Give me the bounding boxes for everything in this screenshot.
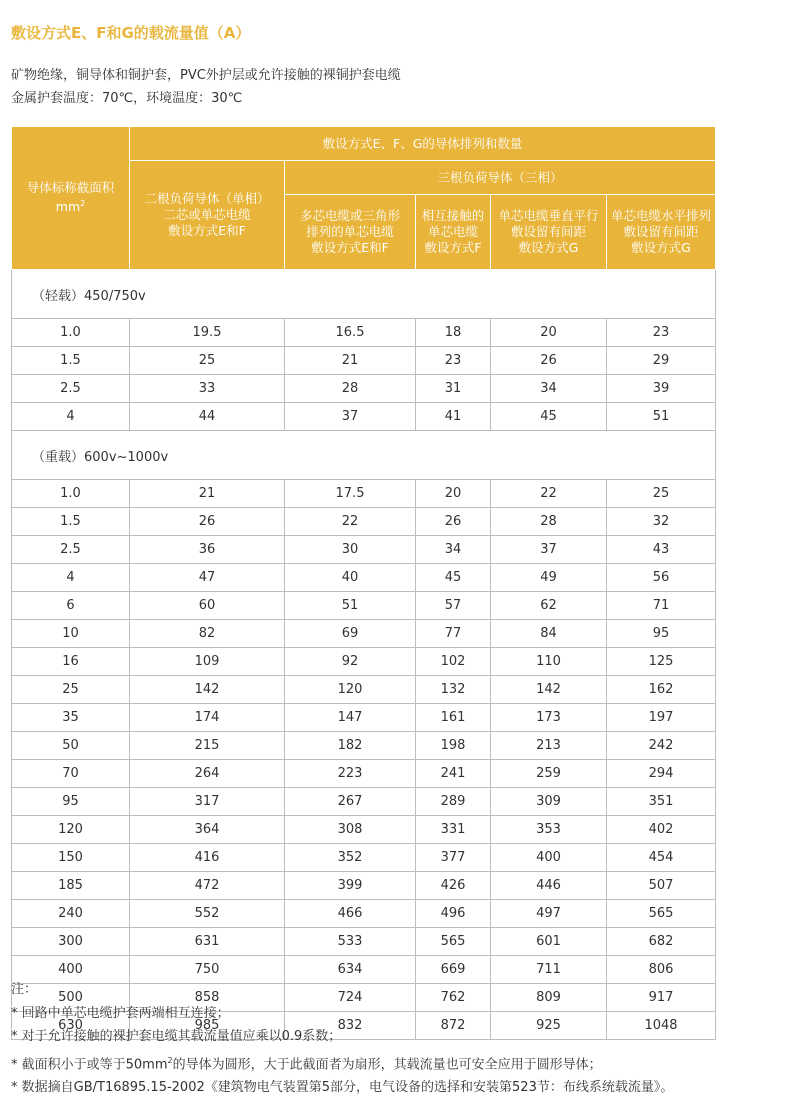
cell-value: 552 xyxy=(130,900,285,928)
cell-value: 259 xyxy=(491,760,607,788)
cell-value: 25 xyxy=(130,347,285,375)
cell-value: 44 xyxy=(130,403,285,431)
cell-size: 16 xyxy=(12,648,130,676)
cell-value: 364 xyxy=(130,816,285,844)
cell-value: 22 xyxy=(285,508,416,536)
cell-value: 197 xyxy=(607,704,716,732)
cell-value: 33 xyxy=(130,375,285,403)
note-3-post: 的导体为圆形，大于此截面者为扇形，其载流量也可安全应用于圆形导体； xyxy=(172,1056,602,1072)
cell-value: 289 xyxy=(416,788,491,816)
ampacity-table xyxy=(11,126,716,1040)
cell-value: 631 xyxy=(130,928,285,956)
cell-value: 533 xyxy=(285,928,416,956)
table-row xyxy=(12,319,716,347)
cell-value: 51 xyxy=(285,592,416,620)
header-col3-line-1: 多芯电缆或三角形 xyxy=(299,208,400,223)
cell-value: 182 xyxy=(285,732,416,760)
cell-value: 806 xyxy=(607,956,716,984)
cell-value: 174 xyxy=(130,704,285,732)
cell-size: 150 xyxy=(12,844,130,872)
header-col4-line-1: 相互接触的 xyxy=(421,208,485,223)
cell-value: 809 xyxy=(491,984,607,1012)
page-title: 敷设方式E、F和G的载流量值（A） xyxy=(11,24,251,42)
cell-value: 241 xyxy=(416,760,491,788)
table-row xyxy=(12,347,716,375)
cell-value: 416 xyxy=(130,844,285,872)
cell-value: 317 xyxy=(130,788,285,816)
header-col3-line-3: 敷设方式E和F xyxy=(311,240,389,255)
cell-value: 110 xyxy=(491,648,607,676)
note-4: * 数据摘自GB/T16895.15-2002《建筑物电气装置第5部分，电气设备的选择和安装第523节：布线系统载流量》。 xyxy=(11,1080,674,1096)
header-three-phase: 三根负荷导体（三相） xyxy=(285,161,716,195)
cell-value: 173 xyxy=(491,704,607,732)
cell-value: 30 xyxy=(285,536,416,564)
cell-value: 82 xyxy=(130,620,285,648)
cell-value: 198 xyxy=(416,732,491,760)
header-col6-line-3: 敷设方式G xyxy=(631,240,691,255)
cell-value: 223 xyxy=(285,760,416,788)
cell-size: 6 xyxy=(12,592,130,620)
cell-value: 37 xyxy=(491,536,607,564)
cell-value: 724 xyxy=(285,984,416,1012)
cell-value: 77 xyxy=(416,620,491,648)
cell-value: 872 xyxy=(416,1012,491,1040)
cell-value: 669 xyxy=(416,956,491,984)
cell-value: 161 xyxy=(416,704,491,732)
cell-value: 21 xyxy=(285,347,416,375)
cell-value: 917 xyxy=(607,984,716,1012)
table-row xyxy=(12,788,716,816)
cell-value: 496 xyxy=(416,900,491,928)
cell-value: 69 xyxy=(285,620,416,648)
section-label-light: （轻载）450/750v xyxy=(12,270,716,319)
cell-value: 267 xyxy=(285,788,416,816)
table-row xyxy=(12,732,716,760)
cell-value: 454 xyxy=(607,844,716,872)
header-size-label: 导体标称截面积 xyxy=(26,180,115,196)
table-row xyxy=(12,648,716,676)
cell-value: 41 xyxy=(416,403,491,431)
cell-value: 25 xyxy=(607,480,716,508)
cell-value: 23 xyxy=(607,319,716,347)
cell-size: 70 xyxy=(12,760,130,788)
header-col4-line-2: 单芯电缆 xyxy=(427,224,478,239)
header-col6-line-2: 敷设留有间距 xyxy=(623,224,699,239)
cell-value: 565 xyxy=(416,928,491,956)
cell-value: 466 xyxy=(285,900,416,928)
note-3 xyxy=(11,1049,673,1077)
notes xyxy=(11,978,673,1100)
header-col3 xyxy=(285,195,416,270)
cell-value: 125 xyxy=(607,648,716,676)
cell-value: 28 xyxy=(285,375,416,403)
header-two-phase xyxy=(130,161,285,270)
cell-value: 31 xyxy=(416,375,491,403)
header-col5-line-3: 敷设方式G xyxy=(518,240,579,255)
cell-value: 45 xyxy=(416,564,491,592)
cell-size: 630 xyxy=(12,1012,130,1040)
cell-size: 10 xyxy=(12,620,130,648)
header-two-phase-line-2: 二芯或单芯电缆 xyxy=(163,207,251,222)
cell-value: 472 xyxy=(130,872,285,900)
heavy-section xyxy=(12,431,716,1040)
table-row xyxy=(12,564,716,592)
cell-value: 294 xyxy=(607,760,716,788)
table-row xyxy=(12,536,716,564)
cell-value: 20 xyxy=(416,480,491,508)
light-section xyxy=(12,270,716,431)
cell-value: 565 xyxy=(607,900,716,928)
cell-value: 29 xyxy=(607,347,716,375)
cell-size: 2.5 xyxy=(12,375,130,403)
cell-value: 762 xyxy=(416,984,491,1012)
cell-value: 213 xyxy=(491,732,607,760)
cell-size: 25 xyxy=(12,676,130,704)
header-col6 xyxy=(607,195,716,270)
header-two-phase-line-1: 二根负荷导体（单相） xyxy=(144,191,270,206)
cell-value: 309 xyxy=(491,788,607,816)
table-row xyxy=(12,816,716,844)
cell-value: 142 xyxy=(491,676,607,704)
header-two-phase-line-3: 敷设方式E和F xyxy=(168,223,246,238)
cell-size: 50 xyxy=(12,732,130,760)
table-row xyxy=(12,928,716,956)
cell-value: 351 xyxy=(607,788,716,816)
cell-value: 56 xyxy=(607,564,716,592)
cell-value: 426 xyxy=(416,872,491,900)
cell-value: 400 xyxy=(491,844,607,872)
cell-size: 1.0 xyxy=(12,319,130,347)
cell-size: 2.5 xyxy=(12,536,130,564)
note-3-pre: * 截面积小于或等于50mm xyxy=(11,1056,168,1072)
cell-value: 26 xyxy=(130,508,285,536)
cell-value: 23 xyxy=(416,347,491,375)
header-col6-line-1: 单芯电缆水平排列 xyxy=(610,208,711,223)
header-size-unit: mm xyxy=(55,199,81,215)
cell-size: 120 xyxy=(12,816,130,844)
cell-value: 18 xyxy=(416,319,491,347)
cell-value: 34 xyxy=(491,375,607,403)
table-row xyxy=(12,704,716,732)
cell-value: 49 xyxy=(491,564,607,592)
table-row xyxy=(12,760,716,788)
cell-value: 34 xyxy=(416,536,491,564)
note-3-sup: 2 xyxy=(167,1055,173,1065)
note-1: * 回路中单芯电缆护套两端相互连接； xyxy=(11,1005,230,1021)
cell-value: 242 xyxy=(607,732,716,760)
cell-size: 185 xyxy=(12,872,130,900)
cell-value: 601 xyxy=(491,928,607,956)
cell-value: 377 xyxy=(416,844,491,872)
cell-value: 634 xyxy=(285,956,416,984)
table-row xyxy=(12,620,716,648)
cell-value: 102 xyxy=(416,648,491,676)
cell-value: 22 xyxy=(491,480,607,508)
cell-value: 57 xyxy=(416,592,491,620)
table-row xyxy=(12,900,716,928)
cell-size: 240 xyxy=(12,900,130,928)
cell-value: 925 xyxy=(491,1012,607,1040)
cell-value: 71 xyxy=(607,592,716,620)
cell-value: 858 xyxy=(130,984,285,1012)
section-label-heavy: （重载）600v~1000v xyxy=(12,431,716,480)
cell-value: 26 xyxy=(491,347,607,375)
intro-line-1: 矿物绝缘，铜导体和铜护套，PVC外护层或允许接触的裸铜护套电缆 xyxy=(11,68,401,83)
cell-value: 215 xyxy=(130,732,285,760)
cell-value: 28 xyxy=(491,508,607,536)
cell-value: 51 xyxy=(607,403,716,431)
cell-size: 1.5 xyxy=(12,347,130,375)
cell-value: 402 xyxy=(607,816,716,844)
cell-value: 32 xyxy=(607,508,716,536)
table-row xyxy=(12,403,716,431)
header-size-unit-sup: 2 xyxy=(80,199,86,209)
cell-size: 400 xyxy=(12,956,130,984)
intro-text xyxy=(11,64,401,110)
cell-value: 331 xyxy=(416,816,491,844)
cell-size: 1.0 xyxy=(12,480,130,508)
header-col5 xyxy=(491,195,607,270)
cell-value: 832 xyxy=(285,1012,416,1040)
cell-value: 109 xyxy=(130,648,285,676)
note-2: * 对于允许接触的裸护套电缆其载流量值应乘以0.9系数； xyxy=(11,1029,342,1044)
cell-size: 300 xyxy=(12,928,130,956)
cell-value: 264 xyxy=(130,760,285,788)
cell-value: 507 xyxy=(607,872,716,900)
table-row xyxy=(12,844,716,872)
cell-value: 162 xyxy=(607,676,716,704)
cell-size: 1.5 xyxy=(12,508,130,536)
table-row xyxy=(12,375,716,403)
header-col5-line-2: 敷设留有间距 xyxy=(510,224,586,239)
cell-value: 84 xyxy=(491,620,607,648)
cell-value: 39 xyxy=(607,375,716,403)
cell-value: 352 xyxy=(285,844,416,872)
cell-value: 43 xyxy=(607,536,716,564)
cell-value: 19.5 xyxy=(130,319,285,347)
cell-size: 35 xyxy=(12,704,130,732)
notes-label: 注： xyxy=(11,982,38,997)
table-row xyxy=(12,508,716,536)
table-header xyxy=(12,127,716,270)
table-row xyxy=(12,592,716,620)
cell-value: 45 xyxy=(491,403,607,431)
header-group: 敷设方式E、F、G的导体排列和数量 xyxy=(130,127,716,161)
cell-size: 500 xyxy=(12,984,130,1012)
cell-value: 92 xyxy=(285,648,416,676)
cell-value: 120 xyxy=(285,676,416,704)
cell-value: 40 xyxy=(285,564,416,592)
cell-value: 308 xyxy=(285,816,416,844)
header-col3-line-2: 排列的单芯电缆 xyxy=(306,224,394,239)
cell-size: 95 xyxy=(12,788,130,816)
header-col5-line-1: 单芯电缆垂直平行 xyxy=(498,208,599,223)
cell-value: 142 xyxy=(130,676,285,704)
intro-line-2: 金属护套温度：70℃，环境温度：30℃ xyxy=(11,91,243,106)
table-row xyxy=(12,872,716,900)
cell-size: 4 xyxy=(12,564,130,592)
cell-value: 750 xyxy=(130,956,285,984)
cell-value: 37 xyxy=(285,403,416,431)
cell-value: 36 xyxy=(130,536,285,564)
cell-value: 353 xyxy=(491,816,607,844)
cell-value: 26 xyxy=(416,508,491,536)
table-row xyxy=(12,480,716,508)
cell-value: 682 xyxy=(607,928,716,956)
cell-value: 497 xyxy=(491,900,607,928)
cell-value: 62 xyxy=(491,592,607,620)
cell-value: 17.5 xyxy=(285,480,416,508)
cell-value: 60 xyxy=(130,592,285,620)
table-row xyxy=(12,676,716,704)
cell-value: 47 xyxy=(130,564,285,592)
cell-value: 21 xyxy=(130,480,285,508)
cell-value: 95 xyxy=(607,620,716,648)
cell-value: 446 xyxy=(491,872,607,900)
cell-value: 1048 xyxy=(607,1012,716,1040)
cell-value: 147 xyxy=(285,704,416,732)
cell-value: 399 xyxy=(285,872,416,900)
cell-value: 985 xyxy=(130,1012,285,1040)
cell-size: 4 xyxy=(12,403,130,431)
header-col4 xyxy=(416,195,491,270)
header-size xyxy=(12,127,130,270)
cell-value: 711 xyxy=(491,956,607,984)
cell-value: 132 xyxy=(416,676,491,704)
cell-value: 16.5 xyxy=(285,319,416,347)
header-col4-line-3: 敷设方式F xyxy=(424,240,482,255)
cell-value: 20 xyxy=(491,319,607,347)
